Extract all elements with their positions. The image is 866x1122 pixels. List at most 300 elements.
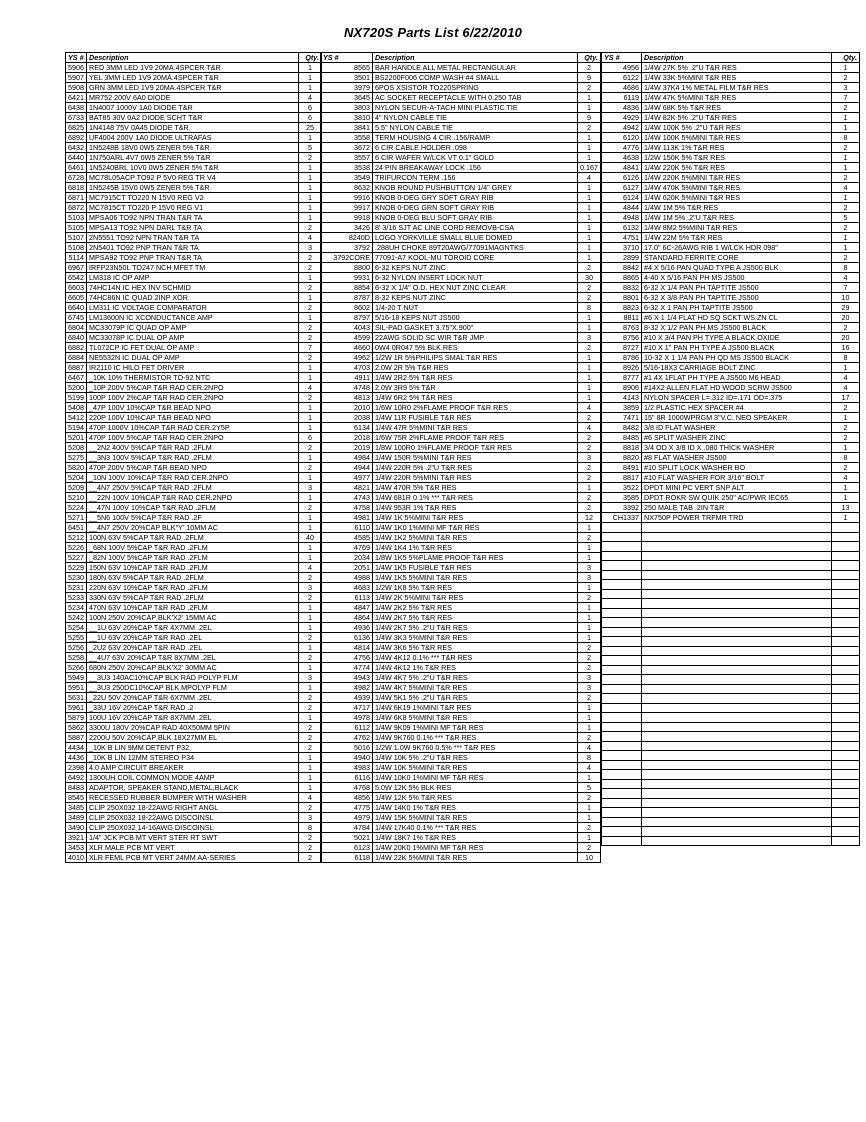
part-number: 8823 [602, 303, 642, 313]
table-row [602, 83, 860, 93]
part-description: 470P 1000V 10%CAP T&R RAD CER.2Y5P [87, 423, 299, 433]
table-row [66, 133, 322, 143]
part-number: 5275 [66, 453, 87, 463]
part-quantity [832, 732, 860, 742]
part-quantity: 1 [578, 383, 601, 393]
part-description: GRN 3MM LED 1V9 20MA.4SPCER T&R [87, 83, 299, 93]
part-quantity: 1 [299, 183, 322, 193]
table-row [321, 563, 601, 573]
part-quantity [832, 703, 860, 713]
part-description: 6 CIR WAFER W/LCK VT 0.1" GOLD [373, 153, 578, 163]
parts-table-right [601, 52, 860, 846]
table-row [321, 453, 601, 463]
part-number: 5209 [66, 483, 87, 493]
part-quantity: 2 [578, 843, 601, 853]
table-row [321, 243, 601, 253]
part-number [602, 599, 642, 609]
part-description: 2.0W 2R 5% T&R RES [373, 363, 578, 373]
part-description: DPDT ROKR SW QUIK 250" AC/PWR IEC65 [642, 493, 832, 503]
part-number: 3710 [602, 243, 642, 253]
part-number: 5949 [66, 673, 87, 683]
table-row [602, 323, 860, 333]
table-row [66, 753, 322, 763]
part-description: LOGO YORKVILLE SMALL BLUE DOMED [373, 233, 578, 243]
part-number: 6840 [66, 333, 87, 343]
part-number: 3803 [321, 103, 373, 113]
part-description: _82N 100V 5%CAP T&R RAD .2FLM [87, 553, 299, 563]
part-quantity: 1 [578, 613, 601, 623]
table-row [321, 823, 601, 833]
part-quantity: 1 [299, 403, 322, 413]
part-quantity: 1 [299, 73, 322, 83]
part-number [602, 779, 642, 789]
table-row [321, 663, 601, 673]
table-row [602, 561, 860, 571]
part-quantity: 2 [578, 463, 601, 473]
part-quantity [832, 608, 860, 618]
part-description: NX750P POWER TRFMR TRD [642, 513, 832, 523]
part-quantity: 2 [578, 493, 601, 503]
part-description: 1/4W 3K3 5%MINI T&R RES [373, 633, 578, 643]
part-quantity: 3 [578, 573, 601, 583]
part-number: 4864 [321, 613, 373, 623]
part-quantity: 2 [578, 413, 601, 423]
table-row [602, 463, 860, 473]
part-quantity: 8 [832, 263, 860, 273]
part-quantity [832, 532, 860, 542]
table-row [602, 751, 860, 761]
part-description: __22N 100V 10%CAP T&R RAD CER.2NPO [87, 493, 299, 503]
part-description: 1/4W 10K 5%MINI T&R RES [373, 763, 578, 773]
table-row [321, 593, 601, 603]
part-description: 17.0" 6C-26AWG RIB 1 W/LCK HDR 098" [642, 243, 832, 253]
table-row [602, 627, 860, 637]
part-quantity: 2 [299, 153, 322, 163]
part-quantity: 1 [578, 373, 601, 383]
table-row [602, 403, 860, 413]
part-number [602, 760, 642, 770]
part-description [642, 580, 832, 590]
part-description: 1/4" JCK PCB MT VERT STER RT SWT [87, 833, 299, 843]
table-row [321, 513, 601, 523]
part-description: __1U 63V 20%CAP T&R RAD .2EL [87, 633, 299, 643]
part-quantity: 2 [299, 743, 322, 753]
table-row [66, 843, 322, 853]
part-quantity: 2 [578, 663, 601, 673]
part-number: CH1337 [602, 513, 642, 523]
part-quantity: 1 [299, 63, 322, 73]
part-quantity: 1 [299, 543, 322, 553]
part-number: 5103 [66, 213, 87, 223]
part-description: 74HC14N IC HEX INV SCHMID [87, 283, 299, 293]
part-description [642, 627, 832, 637]
part-quantity [832, 760, 860, 770]
part-description: LM318 IC OP AMP [87, 273, 299, 283]
part-number: 2018 [321, 433, 373, 443]
part-number: 6818 [66, 183, 87, 193]
table-row [602, 293, 860, 303]
part-number: 5201 [66, 433, 87, 443]
part-number: 6967 [66, 263, 87, 273]
part-quantity: 4 [299, 563, 322, 573]
part-description: 22AWG SOLID SC WIR T&R JMP [373, 333, 578, 343]
part-quantity: 20 [832, 313, 860, 323]
part-quantity: 2 [578, 263, 601, 273]
part-quantity: 7 [299, 343, 322, 353]
part-description: _10N 100V 10%CAP T&R RAD CER.2NPO [87, 473, 299, 483]
table-row [66, 803, 322, 813]
part-number: 8811 [602, 313, 642, 323]
table-row [66, 663, 322, 673]
part-description: 100N 63V 5%CAP T&R RAD .2FLM [87, 533, 299, 543]
part-description: 3300U 180V 20%CAP RAD 40X50MM 5PIN [87, 723, 299, 733]
part-description: BAR HANDLE ALL METAL RECTANGULAR [373, 63, 578, 73]
header-ys: YS # [321, 53, 373, 63]
header-ys: YS # [602, 53, 642, 63]
page-title: NX720S Parts List 6/22/2010 [343, 25, 523, 40]
table-row [66, 213, 322, 223]
part-quantity: 1 [299, 163, 322, 173]
part-description: CLIP 250X032 18-22AWG DISCOINSL [87, 813, 299, 823]
part-number: 4434 [66, 743, 87, 753]
part-number: 6882 [66, 343, 87, 353]
table-row [321, 643, 601, 653]
part-number: 4717 [321, 703, 373, 713]
part-description: 1N5240BRL 10V0 0W5 ZENER 5% T&R [87, 163, 299, 173]
part-quantity [832, 551, 860, 561]
table-row [602, 646, 860, 656]
part-number [602, 770, 642, 780]
part-quantity: 3 [578, 683, 601, 693]
part-quantity: 2 [299, 253, 322, 263]
table-row [321, 383, 601, 393]
part-quantity: 2 [578, 693, 601, 703]
part-description: _10P 200V 5%CAP T&R RAD CER.2NPO [87, 383, 299, 393]
part-number: 4962 [321, 353, 373, 363]
table-row [321, 503, 601, 513]
table-row [602, 343, 860, 353]
table-row [602, 589, 860, 599]
part-number [602, 798, 642, 808]
part-number: 6120 [602, 133, 642, 143]
part-description: 1/4W 22K 5%MINI T&R RES [373, 853, 578, 863]
part-description: 1/4W 220R 5%MINI T&R RES [373, 473, 578, 483]
part-number: 8926 [602, 363, 642, 373]
part-number: 9931 [321, 273, 373, 283]
table-row [321, 73, 601, 83]
table-row [602, 513, 860, 523]
table-row [602, 503, 860, 513]
part-number: 4775 [321, 803, 373, 813]
part-description: 2200U 50V 20%CAP BLK 18X27MM EL [87, 733, 299, 743]
table-row [66, 743, 322, 753]
part-description: 1/4W 150R 5%MINI T&R RES [373, 453, 578, 463]
part-number: 5204 [66, 473, 87, 483]
part-number: 8832 [602, 283, 642, 293]
table-row [321, 733, 601, 743]
part-description: 1/4W 4K12 1% T&R RES [373, 663, 578, 673]
table-row [321, 773, 601, 783]
part-description: 8-32 KEPS NUT ZINC [373, 293, 578, 303]
part-description [642, 570, 832, 580]
table-row [602, 103, 860, 113]
part-number: 6825 [66, 123, 87, 133]
part-number: 6492 [66, 773, 87, 783]
part-quantity: 1 [578, 203, 601, 213]
part-quantity: 1 [299, 683, 322, 693]
part-quantity: 4 [578, 763, 601, 773]
part-number: 3792CORE [321, 253, 373, 263]
part-number: 6461 [66, 163, 87, 173]
part-number: 3585 [602, 493, 642, 503]
part-number: 5105 [66, 223, 87, 233]
table-row [602, 213, 860, 223]
part-quantity: 2 [578, 733, 601, 743]
part-quantity: 1 [299, 473, 322, 483]
part-quantity [832, 561, 860, 571]
part-quantity: 13 [832, 503, 860, 513]
part-description: 1/4W 47K 5%MINI T&R RES [642, 93, 832, 103]
part-number: 4942 [602, 123, 642, 133]
part-quantity: 5 [578, 783, 601, 793]
part-description: XLR FEML PCB MT VERT 24MM AA-SERIES [87, 853, 299, 863]
part-number: 5210 [66, 493, 87, 503]
part-quantity: 4 [578, 423, 601, 433]
table-row [66, 263, 322, 273]
table-row [602, 353, 860, 363]
part-number: 8756 [602, 333, 642, 343]
part-quantity [832, 751, 860, 761]
header-description: Description [87, 53, 299, 63]
table-row [66, 143, 322, 153]
part-quantity: 2 [578, 593, 601, 603]
part-number: 4774 [321, 663, 373, 673]
table-row [66, 223, 322, 233]
table-row [66, 283, 322, 293]
part-number: 5229 [66, 563, 87, 573]
part-quantity: 1 [578, 153, 601, 163]
part-description [642, 599, 832, 609]
part-description: 1/8W 100R0 1%FLAME PROOF T&R RES [373, 443, 578, 453]
part-quantity: 9 [578, 113, 601, 123]
part-number: 4758 [321, 503, 373, 513]
part-quantity: 1 [578, 713, 601, 723]
part-number: 4978 [321, 713, 373, 723]
part-description: 1/4W 1K5 5%MINI T&R RES [373, 573, 578, 583]
part-quantity: 1 [299, 213, 322, 223]
table-row [66, 243, 322, 253]
part-quantity: 1 [299, 613, 322, 623]
table-row [321, 753, 601, 763]
part-quantity [832, 580, 860, 590]
part-quantity: 1 [578, 313, 601, 323]
part-quantity [832, 713, 860, 723]
part-quantity: 2 [299, 593, 322, 603]
part-number: 6640 [66, 303, 87, 313]
part-number: 6116 [321, 773, 373, 783]
part-quantity: 6 [299, 113, 322, 123]
part-number: 5021 [321, 833, 373, 843]
part-quantity: 3 [299, 483, 322, 493]
part-quantity: 4 [578, 173, 601, 183]
table-row [321, 703, 601, 713]
table-row [602, 333, 860, 343]
table-row [321, 413, 601, 423]
part-number: 6438 [66, 103, 87, 113]
part-description [642, 722, 832, 732]
part-quantity: 2 [578, 343, 601, 353]
part-number: 4776 [602, 143, 642, 153]
part-description: 6-32 KEPS NUT ZINC [373, 263, 578, 273]
part-number: 4844 [602, 203, 642, 213]
part-description: 1/6W 75R 2%FLAME PROOF T&R RES [373, 433, 578, 443]
part-number: 8632 [321, 183, 373, 193]
part-description: #1 4X 1FLAT PH TYPE A JS500 M6 HEAD [642, 373, 832, 383]
part-quantity: 2 [578, 533, 601, 543]
part-quantity: 3 [832, 83, 860, 93]
part-quantity: 2 [832, 423, 860, 433]
part-description: 1/6W 10R0 2%FLAME PROOF T&R RES [373, 403, 578, 413]
table-row [321, 693, 601, 703]
part-number: 8906 [602, 383, 642, 393]
part-quantity: 25 [299, 123, 322, 133]
table-row [321, 353, 601, 363]
table-row [602, 675, 860, 685]
part-description: 100P 100V 2%CAP T&R RAD CER.2NPO [87, 393, 299, 403]
table-row [321, 623, 601, 633]
table-row [602, 393, 860, 403]
part-description: 100N 250V 20%CAP BLK'X2' 15MM AC [87, 613, 299, 623]
part-description: 1N4007 1000V 1A0 DIODE T&R [87, 103, 299, 113]
part-number: 2034 [321, 553, 373, 563]
part-description: 5.0W 12K 5% BLK RES [373, 783, 578, 793]
part-number: 6542 [66, 273, 87, 283]
table-row [66, 503, 322, 513]
part-number: 5254 [66, 623, 87, 633]
part-description [642, 532, 832, 542]
part-quantity: 1 [299, 293, 322, 303]
part-quantity: 2 [299, 263, 322, 273]
table-row [66, 293, 322, 303]
table-row [602, 836, 860, 846]
part-number [602, 751, 642, 761]
table-row [66, 543, 322, 553]
part-description: TL072CP IC FET DUAL OP AMP [87, 343, 299, 353]
part-quantity: 1 [299, 413, 322, 423]
part-description: 1/4W 9K09 1%MINI MF T&R RES [373, 723, 578, 733]
part-quantity: 2 [832, 463, 860, 473]
table-row [602, 473, 860, 483]
part-description: 6-32 NYLON INSERT LOCK NUT [373, 273, 578, 283]
part-number: 5879 [66, 713, 87, 723]
part-quantity: 3 [299, 583, 322, 593]
part-quantity: 1 [832, 363, 860, 373]
part-number: 4836 [602, 103, 642, 113]
part-quantity: 1 [578, 543, 601, 553]
part-number: 4743 [321, 493, 373, 503]
part-description: MC7815CT TO220 P 15V0 REG V1 [87, 203, 299, 213]
table-row [66, 383, 322, 393]
part-quantity [832, 627, 860, 637]
part-description [642, 827, 832, 837]
part-description: 1/2W 1.0W 9K760 0.5% *** T&R RES [373, 743, 578, 753]
table-row [66, 813, 322, 823]
part-quantity: 2 [578, 83, 601, 93]
part-number: 5271 [66, 513, 87, 523]
table-row [66, 413, 322, 423]
table-row [66, 553, 322, 563]
part-number: 4748 [321, 383, 373, 393]
part-quantity: 1 [832, 513, 860, 523]
part-number: 5224 [66, 503, 87, 513]
part-quantity: 2 [578, 503, 601, 513]
part-description: 1/4W 4K7 5% .2"U T&R RES [373, 673, 578, 683]
part-description: 1/4W 470R 5% T&R RES [373, 483, 578, 493]
part-quantity [832, 808, 860, 818]
table-row [321, 163, 601, 173]
part-quantity [832, 817, 860, 827]
part-number: 5230 [66, 573, 87, 583]
part-quantity: 3 [578, 453, 601, 463]
part-number: 4982 [321, 683, 373, 693]
table-row [66, 93, 322, 103]
part-description: 1/4W 5K1 5% .2"U T&R RES [373, 693, 578, 703]
part-quantity: 1 [299, 713, 322, 723]
part-description: 1N5248B 18V0 0W5 ZENER 5% T&R [87, 143, 299, 153]
table-row [602, 233, 860, 243]
table-row [66, 473, 322, 483]
part-description: 100U 16V 20%CAP T&R 8X7MM .2EL [87, 713, 299, 723]
part-description: MPSA92 TO92 PNP TRAN T&R TA [87, 253, 299, 263]
part-description: _47P 100V 10%CAP T&R BEAD NPO [87, 403, 299, 413]
part-number [602, 561, 642, 571]
part-quantity: 29 [832, 303, 860, 313]
part-quantity: 2 [578, 283, 601, 293]
part-number: 5212 [66, 533, 87, 543]
table-row [321, 843, 601, 853]
part-number: 5256 [66, 643, 87, 653]
table-row [66, 323, 322, 333]
part-description: 1/4W 1K5 FUSIBLE T&R RES [373, 563, 578, 573]
table-row [321, 233, 601, 243]
part-number: 6605 [66, 293, 87, 303]
part-quantity: 2 [299, 653, 322, 663]
part-number [602, 523, 642, 533]
table-row [66, 583, 322, 593]
part-quantity: 3 [578, 673, 601, 683]
part-number: 5862 [66, 723, 87, 733]
table-row [66, 773, 322, 783]
part-description: 680N 250V 20%CAP BLK'X2' 30MM AC [87, 663, 299, 673]
part-description: 3/8 ID FLAT WASHER [642, 423, 832, 433]
part-number: 5199 [66, 393, 87, 403]
table-row [66, 273, 322, 283]
table-row [602, 483, 860, 493]
part-number: 4856 [321, 793, 373, 803]
part-quantity: 4 [832, 183, 860, 193]
part-quantity: 9 [578, 73, 601, 83]
part-description: MR752 200V 6A0 DIODE [87, 93, 299, 103]
part-quantity: 1 [578, 603, 601, 613]
part-number: 5108 [66, 243, 87, 253]
part-description: 220P 100V 10%CAP T&R BEAD NPO [87, 413, 299, 423]
part-number: 3426 [321, 223, 373, 233]
part-description: 4-40 X 5/16 PAN PH MS JS500 [642, 273, 832, 283]
part-quantity: 1 [832, 63, 860, 73]
part-description: 0W4 0R047 5% BLK RES [373, 343, 578, 353]
part-number: 4660 [321, 343, 373, 353]
part-description: 1/4W 8M2 5%MINI T&R RES [642, 223, 832, 233]
